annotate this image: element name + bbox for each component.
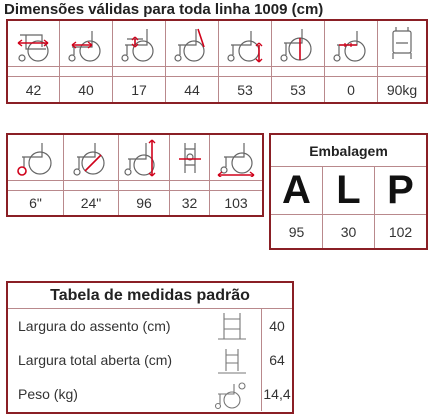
dimension-value: 17 — [131, 81, 147, 98]
packaging-letters — [271, 167, 426, 215]
dimension-column — [8, 21, 60, 102]
wheelchair-folded-width-icon — [170, 135, 209, 181]
dimensions-table-1 — [6, 19, 428, 104]
letter-p: P — [387, 168, 414, 212]
spacer — [113, 67, 165, 77]
page-title: Dimensões válidas para toda linha 1009 (cm) — [4, 1, 324, 18]
measures-title: Tabela de medidas padrão — [8, 283, 292, 309]
packaging-value: 95 — [271, 215, 323, 248]
wheelchair-weight-icon — [202, 377, 262, 411]
standard-measures-table — [6, 281, 294, 414]
spacer — [219, 67, 271, 77]
wheelchair-total-height-icon — [119, 135, 169, 181]
wheelchair-armrest-height-icon — [113, 21, 165, 67]
dimension-column — [325, 21, 378, 102]
measure-row — [8, 377, 292, 411]
measure-label: Peso (kg) — [18, 386, 78, 402]
dimension-column — [119, 135, 170, 215]
dimension-column — [8, 135, 64, 215]
dimension-column — [210, 135, 262, 215]
dimension-column — [170, 135, 210, 215]
packaging-value: 30 — [323, 215, 375, 248]
wheelchair-rear-wheel-size-icon — [64, 135, 118, 181]
measure-row — [8, 309, 292, 343]
packaging-title: Embalagem — [271, 135, 426, 167]
dimension-column — [60, 21, 113, 102]
dimension-value: 90kg — [386, 81, 418, 98]
total-width-front-icon — [202, 343, 262, 377]
spacer — [60, 67, 112, 77]
dimension-value: 53 — [290, 81, 306, 98]
measure-label: Largura total aberta (cm) — [18, 352, 173, 368]
dimension-value: 0 — [347, 81, 355, 98]
spacer — [8, 181, 63, 191]
dimension-value: 44 — [184, 81, 200, 98]
spacer — [170, 181, 209, 191]
dimension-column — [64, 135, 119, 215]
dimension-column — [219, 21, 272, 102]
dimension-value: 24" — [80, 195, 102, 211]
spacer — [272, 67, 324, 77]
measure-value: 64 — [269, 352, 285, 368]
spacer — [325, 67, 377, 77]
wheelchair-rear-wheel-icon — [272, 21, 324, 67]
letter-a: A — [271, 167, 323, 214]
measure-value: 40 — [269, 318, 285, 334]
seat-width-front-icon — [202, 309, 262, 343]
packaging-values — [271, 215, 426, 248]
dimension-column — [166, 21, 219, 102]
packaging-value: 102 — [388, 223, 413, 240]
wheelchair-front-wheel-icon — [8, 135, 63, 181]
dimension-value: 53 — [237, 81, 253, 98]
dimension-value: 103 — [224, 195, 248, 211]
dimension-column — [378, 21, 426, 102]
dimension-column — [272, 21, 325, 102]
spacer — [8, 67, 59, 77]
letter-l: L — [323, 167, 375, 214]
measure-value: 14,4 — [263, 386, 291, 402]
dimension-value: 96 — [136, 195, 152, 211]
wheelchair-seat-angle-icon — [325, 21, 377, 67]
wheelchair-seat-depth-icon — [60, 21, 112, 67]
spacer — [210, 181, 262, 191]
dimensions-table-2 — [6, 133, 264, 217]
measure-row — [8, 343, 292, 377]
dimension-value: 40 — [78, 81, 94, 98]
wheelchair-seat-height-icon — [219, 21, 271, 67]
packaging-table — [269, 133, 428, 250]
dimension-column — [113, 21, 166, 102]
spacer — [166, 67, 218, 77]
dimension-value: 42 — [25, 81, 42, 98]
wheelchair-seat-width-icon — [8, 21, 59, 67]
dimension-value: 32 — [181, 195, 198, 211]
wheelchair-max-load-icon — [378, 21, 426, 67]
wheelchair-total-length-icon — [210, 135, 262, 181]
wheelchair-backrest-height-icon — [166, 21, 218, 67]
measure-label: Largura do assento (cm) — [18, 318, 171, 334]
spacer — [119, 181, 169, 191]
spacer — [64, 181, 118, 191]
spacer — [378, 67, 426, 77]
dimension-value: 6" — [29, 195, 42, 211]
